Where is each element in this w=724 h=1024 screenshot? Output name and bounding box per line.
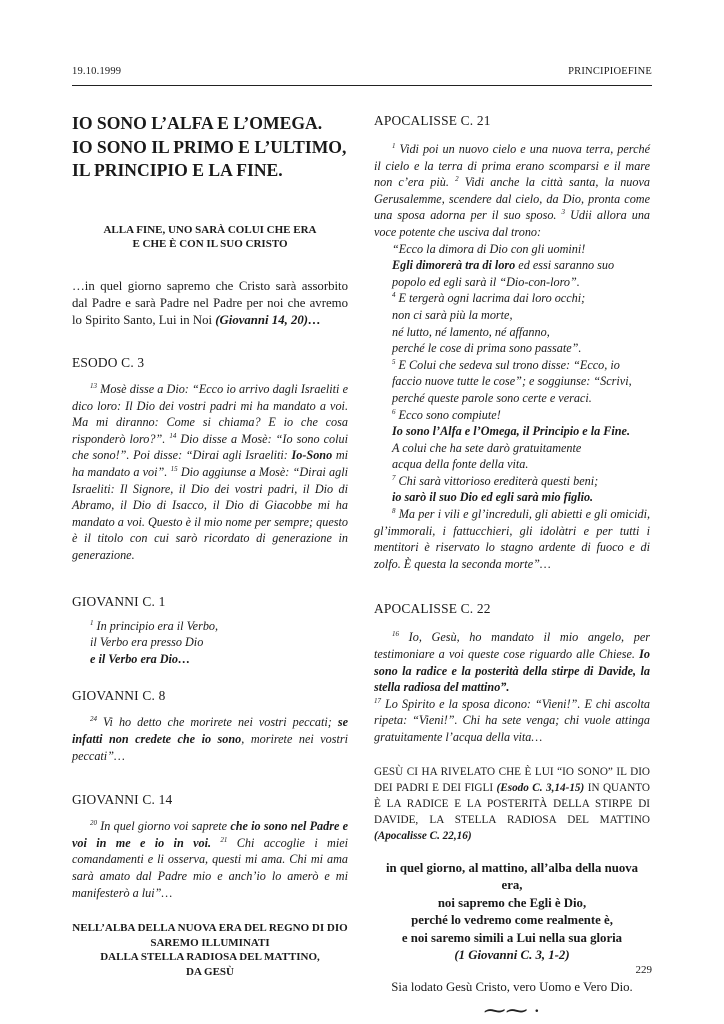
- verse-line: il Verbo era presso Dio: [90, 635, 204, 650]
- verse-line: A colui che ha sete darò gratuitamente: [392, 440, 582, 455]
- verse-number: 14: [169, 431, 177, 440]
- title-line: IL PRINCIPIO E LA FINE.: [72, 160, 283, 180]
- verse-text: Io, Gesù, ho mandato il mio angelo, per testimoniare a voi queste cose riguardo alle Chiese.: [374, 630, 651, 662]
- section-heading-apocalisse-22: APOCALISSE C. 22: [374, 601, 491, 617]
- section-heading-giovanni-8: GIOVANNI C. 8: [72, 688, 166, 704]
- apocalisse-22-v17: [374, 696, 650, 746]
- header-section: PRINCIPIOEFINE: [568, 66, 652, 77]
- verse-emphasis: Io sono la radice e la posterità della stirpe di Davide, la stella radiosa del mattino”.: [374, 647, 651, 695]
- verse-line: [72, 618, 348, 635]
- verse-line: Io sono l’Alfa e l’Omega, il Principio e la Fine.: [392, 424, 630, 439]
- caps-text: GESÙ CI HA RIVELATO CHE È LUI “IO SONO” IL DIO DEI PADRI E DEI FIGLI: [374, 765, 650, 794]
- left-closing: [72, 921, 348, 979]
- verse-emphasis: se infatti non credete che io sono: [72, 715, 349, 747]
- title-line: IO SONO IL PRIMO E L’ULTIMO,: [72, 136, 347, 157]
- verse-number: 15: [170, 465, 178, 474]
- section-heading-apocalisse-21: APOCALISSE C. 21: [374, 113, 491, 128]
- section-heading-giovanni-14: GIOVANNI C. 14: [72, 792, 173, 808]
- verse-number: 24: [90, 715, 97, 724]
- apocalisse-22-v16: [374, 629, 650, 695]
- page-number: 229: [635, 964, 652, 976]
- section-heading-giovanni-1: GIOVANNI C. 1: [72, 593, 166, 609]
- verse-text: mi ha mandato a voi”.: [72, 448, 349, 480]
- verse-text: Dio aggiunse a Mosè: “Dirai agli Israeliti: Il Signore, il Dio dei vostri padri, il Dio di Abramo, il Dio di Isacco, il Dio di Giacobbe mi ha mandato a voi. Questo è il mio nome per sempre; questo è il titolo con cui sarò ricordato di generazione in generazione.: [72, 465, 348, 563]
- verse-number: 20: [90, 819, 97, 828]
- verse-number: 1: [90, 618, 94, 627]
- closing-line: in quel giorno, al mattino, all’alba della nuova era,: [385, 860, 639, 893]
- verse-number: 13: [90, 382, 97, 391]
- closing-line: SAREMO ILLUMINATI: [150, 936, 270, 949]
- page-title: [72, 112, 348, 183]
- closing-line: NELL’ALBA DELLA NUOVA ERA DEL REGNO DI DIO: [72, 922, 348, 935]
- giovanni-8-passage: [72, 714, 348, 764]
- verse-number: 17: [374, 696, 381, 705]
- verse-text: In principio era il Verbo,: [96, 618, 219, 633]
- verse-text: Vidi anche la città santa, la nuova Gerusalemme, scendere dal cielo, da Dio, pronta come una sposa adorna per il suo sposo.: [374, 175, 651, 223]
- verse-number: 21: [220, 835, 228, 844]
- left-column: [72, 108, 348, 979]
- giovanni-14-passage: [72, 818, 348, 901]
- closing-reference: (1 Giovanni C. 3, 1-2): [454, 948, 570, 963]
- header-date: 19.10.1999: [72, 66, 122, 77]
- right-column: [374, 108, 651, 1023]
- verse-line: [374, 473, 650, 490]
- verse-line: non ci sarà più la morte,: [392, 307, 513, 322]
- caps-paragraph: [374, 764, 650, 844]
- verse-text: Chi accoglie i miei comandamenti e li osserva, questi mi ama. Chi mi ama sarà amato dal Padre mio e anch’io lo amerò e mi manifesterò a lui”…: [72, 835, 349, 900]
- verse-number: 8: [392, 507, 396, 515]
- apocalisse-21-verses: [374, 241, 650, 507]
- verse-line: e il Verbo era Dio…: [90, 651, 191, 666]
- verse-text: Udii allora una voce potente che usciva dal trono:: [374, 208, 651, 239]
- verse-text: Dio disse a Mosè: “Io sono colui che sono!”. Poi disse: “Dirai agli Israeliti:: [72, 431, 349, 463]
- verse-line: [374, 257, 650, 290]
- verse-text: ed essi saranno suo popolo ed egli sarà il “Dio-con-loro”.: [392, 258, 615, 289]
- closing-line: perché lo vedremo come realmente è,: [411, 913, 613, 928]
- verse-text: E Colui che sedeva sul trono disse: “Ecco, io faccio nuove tutte le cose”; e soggiunse: “Scrivi, perché queste parole sono certe e veraci.: [392, 357, 632, 405]
- flourish-ornament: ⁓⁓ ·: [483, 997, 541, 1023]
- title-line: IO SONO L’ALFA E L’OMEGA.: [72, 113, 323, 133]
- caps-reference: (Esodo C. 3,14-15): [496, 781, 585, 794]
- verse-number: 3: [561, 208, 566, 217]
- verse-number: 5: [392, 357, 396, 366]
- esodo-passage: [72, 381, 348, 564]
- verse-line: [374, 290, 650, 307]
- header-rule: [72, 85, 652, 86]
- verse-text: In quel giorno voi saprete: [100, 819, 228, 834]
- verse-number: 4: [392, 291, 396, 300]
- final-blessing: Sia lodato Gesù Cristo, vero Uomo e Vero Dio.: [391, 979, 633, 994]
- verse-emphasis: Io-Sono: [291, 448, 333, 463]
- caps-text: IN QUANTO È LA RADICE E LA POSTERITÀ DELLA STIRPE DI DAVIDE, LA STELLA RADIOSA DEL MATTINO: [374, 781, 651, 826]
- caps-reference: (Apocalisse C. 22,16): [374, 829, 472, 842]
- verse-line: [374, 357, 650, 407]
- verse-emphasis: che io sono nel Padre e voi in me e io in voi.: [72, 819, 349, 850]
- intro-reference: (Giovanni 14, 20)…: [215, 312, 321, 327]
- subheading-line: ALLA FINE, UNO SARÀ COLUI CHE ERA: [103, 223, 317, 236]
- closing-line: noi sapremo che Egli è Dio,: [437, 895, 587, 910]
- closing-line: e noi saremo simili a Lui nella sua gloria: [401, 930, 623, 945]
- closing-line: DALLA STELLA RADIOSA DEL MATTINO,: [100, 951, 320, 964]
- closing-line: DA GESÙ: [186, 965, 234, 978]
- subheading-line: E CHE È CON IL SUO CRISTO: [132, 238, 288, 250]
- verse-number: 16: [392, 630, 399, 639]
- verse-number: 1: [392, 141, 396, 150]
- verse-number: 2: [455, 175, 459, 184]
- verse-text: , morirete nei vostri peccati”…: [72, 732, 348, 763]
- verse-line: [374, 407, 650, 424]
- apocalisse-21-intro: [374, 141, 650, 241]
- verse-number: 6: [392, 407, 396, 416]
- verse-line: “Ecco la dimora di Dio con gli uomini!: [392, 241, 586, 256]
- verse-line: né lutto, né lamento, né affanno,: [392, 324, 550, 339]
- verse-number: 7: [392, 473, 396, 482]
- giovanni-1-passage: [72, 618, 348, 668]
- verse-line: acqua della fonte della vita.: [392, 457, 529, 472]
- verse-emphasis: Egli dimorerà tra di loro: [392, 258, 516, 273]
- verse-text: Vi ho detto che morirete nei vostri peccati;: [103, 715, 332, 730]
- verse-text: Chi sarà vittorioso erediterà questi beni;: [398, 473, 599, 488]
- right-closing: [374, 860, 650, 965]
- apocalisse-21-v8: [374, 506, 650, 572]
- verse-text: Mosè disse a Dio: “Ecco io arrivo dagli Israeliti e dico loro: Il Dio dei vostri padri mi ha mandato a voi. Ma mi diranno: Come si chiama? E io che cosa risponderò loro?”.: [72, 382, 348, 446]
- verse-text: Lo Spirito e la sposa dicono: “Vieni!”. E chi ascolta ripeta: “Vieni!”. Chi ha sete venga; chi vuole attinga gratuitamente l’acqua della vita…: [374, 696, 650, 744]
- subheading: [72, 223, 348, 252]
- verse-line: io sarò il suo Dio ed egli sarà mio figlio.: [392, 490, 594, 505]
- section-heading-esodo: ESODO C. 3: [72, 355, 145, 371]
- verse-text: Ecco sono compiute!: [398, 407, 501, 422]
- intro-paragraph: [72, 278, 348, 330]
- verse-text: Vidi poi un nuovo cielo e una nuova terra, perché il cielo e la terra di prima erano scomparsi e il mare non c’era più.: [374, 142, 650, 190]
- verse-text: E tergerà ogni lacrima dai loro occhi;: [398, 291, 586, 306]
- verse-line: perché le cose di prima sono passate”.: [392, 341, 582, 356]
- verse-text: Ma per i vili e gl’increduli, gli abietti e gli omicidi, gl’immorali, i fattucchieri, gli idolàtri e per tutti i mentitori è riservato lo stagno ardente di fuoco e di zolfo. È questa la seconda morte”…: [374, 507, 651, 571]
- intro-text: …in quel giorno sapremo che Cristo sarà assorbito dal Padre e sarà Padre nel Padre per noi che avremo lo Spirito Santo, Lui in Noi: [72, 278, 348, 327]
